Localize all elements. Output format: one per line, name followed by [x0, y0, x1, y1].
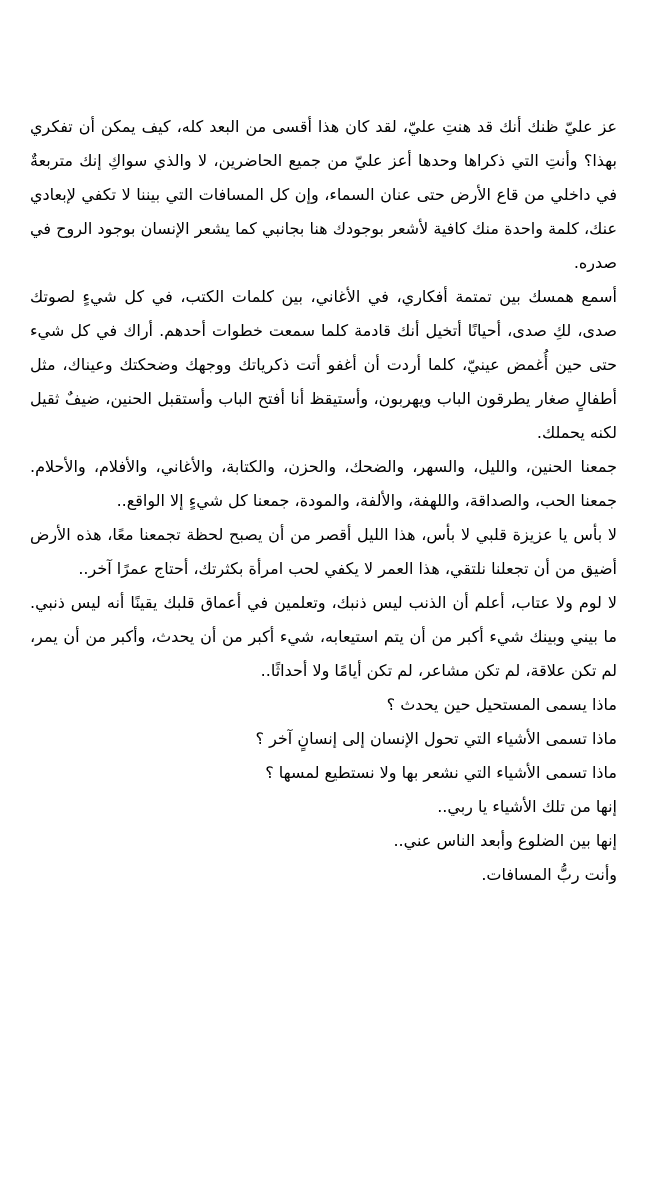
closing-line-2: ماذا تسمى الأشياء التي تحول الإنسان إلى إنسانٍ آخر ؟ — [255, 729, 617, 748]
paragraph-5: لا لوم ولا عتاب، أعلم أن الذنب ليس ذنبك، وتعلمين في أعماق قلبك يقينًا أنه ليس ذنبي. ما بيني وبينك شيء أكبر من أن يتم استيعابه، شيء أكبر من أن يحدث، وأكبر من أن يمر، لم تكن علاقة، لم تكن مشاعر، لم تكن أيامًا ولا أحداثًا.. — [30, 593, 617, 680]
paragraph-1: عز عليّ ظنك أنك قد هنتِ عليّ، لقد كان هذا أقسى من البعد كله، كيف يمكن أن تفكري بهذا؟ وأنتِ التي ذكراها وحدها أعز عليّ من جميع الحاضرين، لا والذي سواكِ إنك متربعةٌ في داخلي من قاع الأرض حتى عنان السماء، وإن كل المسافات التي بيننا لا تكفي لإبعادي عنك، كلمة واحدة منك كافية لأشعر بوجودك هنا بجانبي كما يشعر الإنسان بوجود الروح في صدره. — [30, 117, 617, 272]
paragraph-3: جمعنا الحنين، والليل، والسهر، والضحك، والحزن، والكتابة، والأغاني، والأفلام، والأحلام. جمعنا الحب، والصداقة، واللهفة، والألفة، والمودة، جمعنا كل شيءٍ إلا الواقع.. — [30, 457, 617, 510]
paragraph-2: أسمع همسك بين تمتمة أفكاري، في الأغاني، بين كلمات الكتب، في كل شيءٍ لصوتك صدى، لكِ صدى، أحيانًا أتخيل أنك قادمة كلما سمعت خطوات أحدهم. أراك في كل شيء حتى حين أُغمض عينيّ، كلما أردت أن أغفو أتت ذكرياتك ووجهك وضحكتك وعيناك، مثل أطفالٍ صغار يطرقون الباب ويهربون، وأستيقظ أنا أفتح الباب وأستقبل الحنين، ضيفٌ ثقيل لكنه يحملك. — [30, 287, 617, 442]
paragraph-4: لا بأس يا عزيزة قلبي لا بأس، هذا الليل أقصر من أن يصبح لحظة تجمعنا معًا، هذه الأرض أضيق من أن تجعلنا نلتقي، هذا العمر لا يكفي لحب امرأة بكثرتك، أحتاج عمرًا آخر.. — [30, 525, 617, 578]
closing-line-1: ماذا يسمى المستحيل حين يحدث ؟ — [386, 695, 617, 714]
document-body — [30, 110, 617, 892]
closing-line-4: إنها من تلك الأشياء يا ربي.. — [437, 797, 617, 816]
closing-line-5: إنها بين الضلوع وأبعد الناس عني.. — [393, 831, 617, 850]
closing-line-6: وأنت ربُّ المسافات. — [481, 865, 617, 884]
closing-line-3: ماذا تسمى الأشياء التي نشعر بها ولا نستطيع لمسها ؟ — [265, 763, 617, 782]
